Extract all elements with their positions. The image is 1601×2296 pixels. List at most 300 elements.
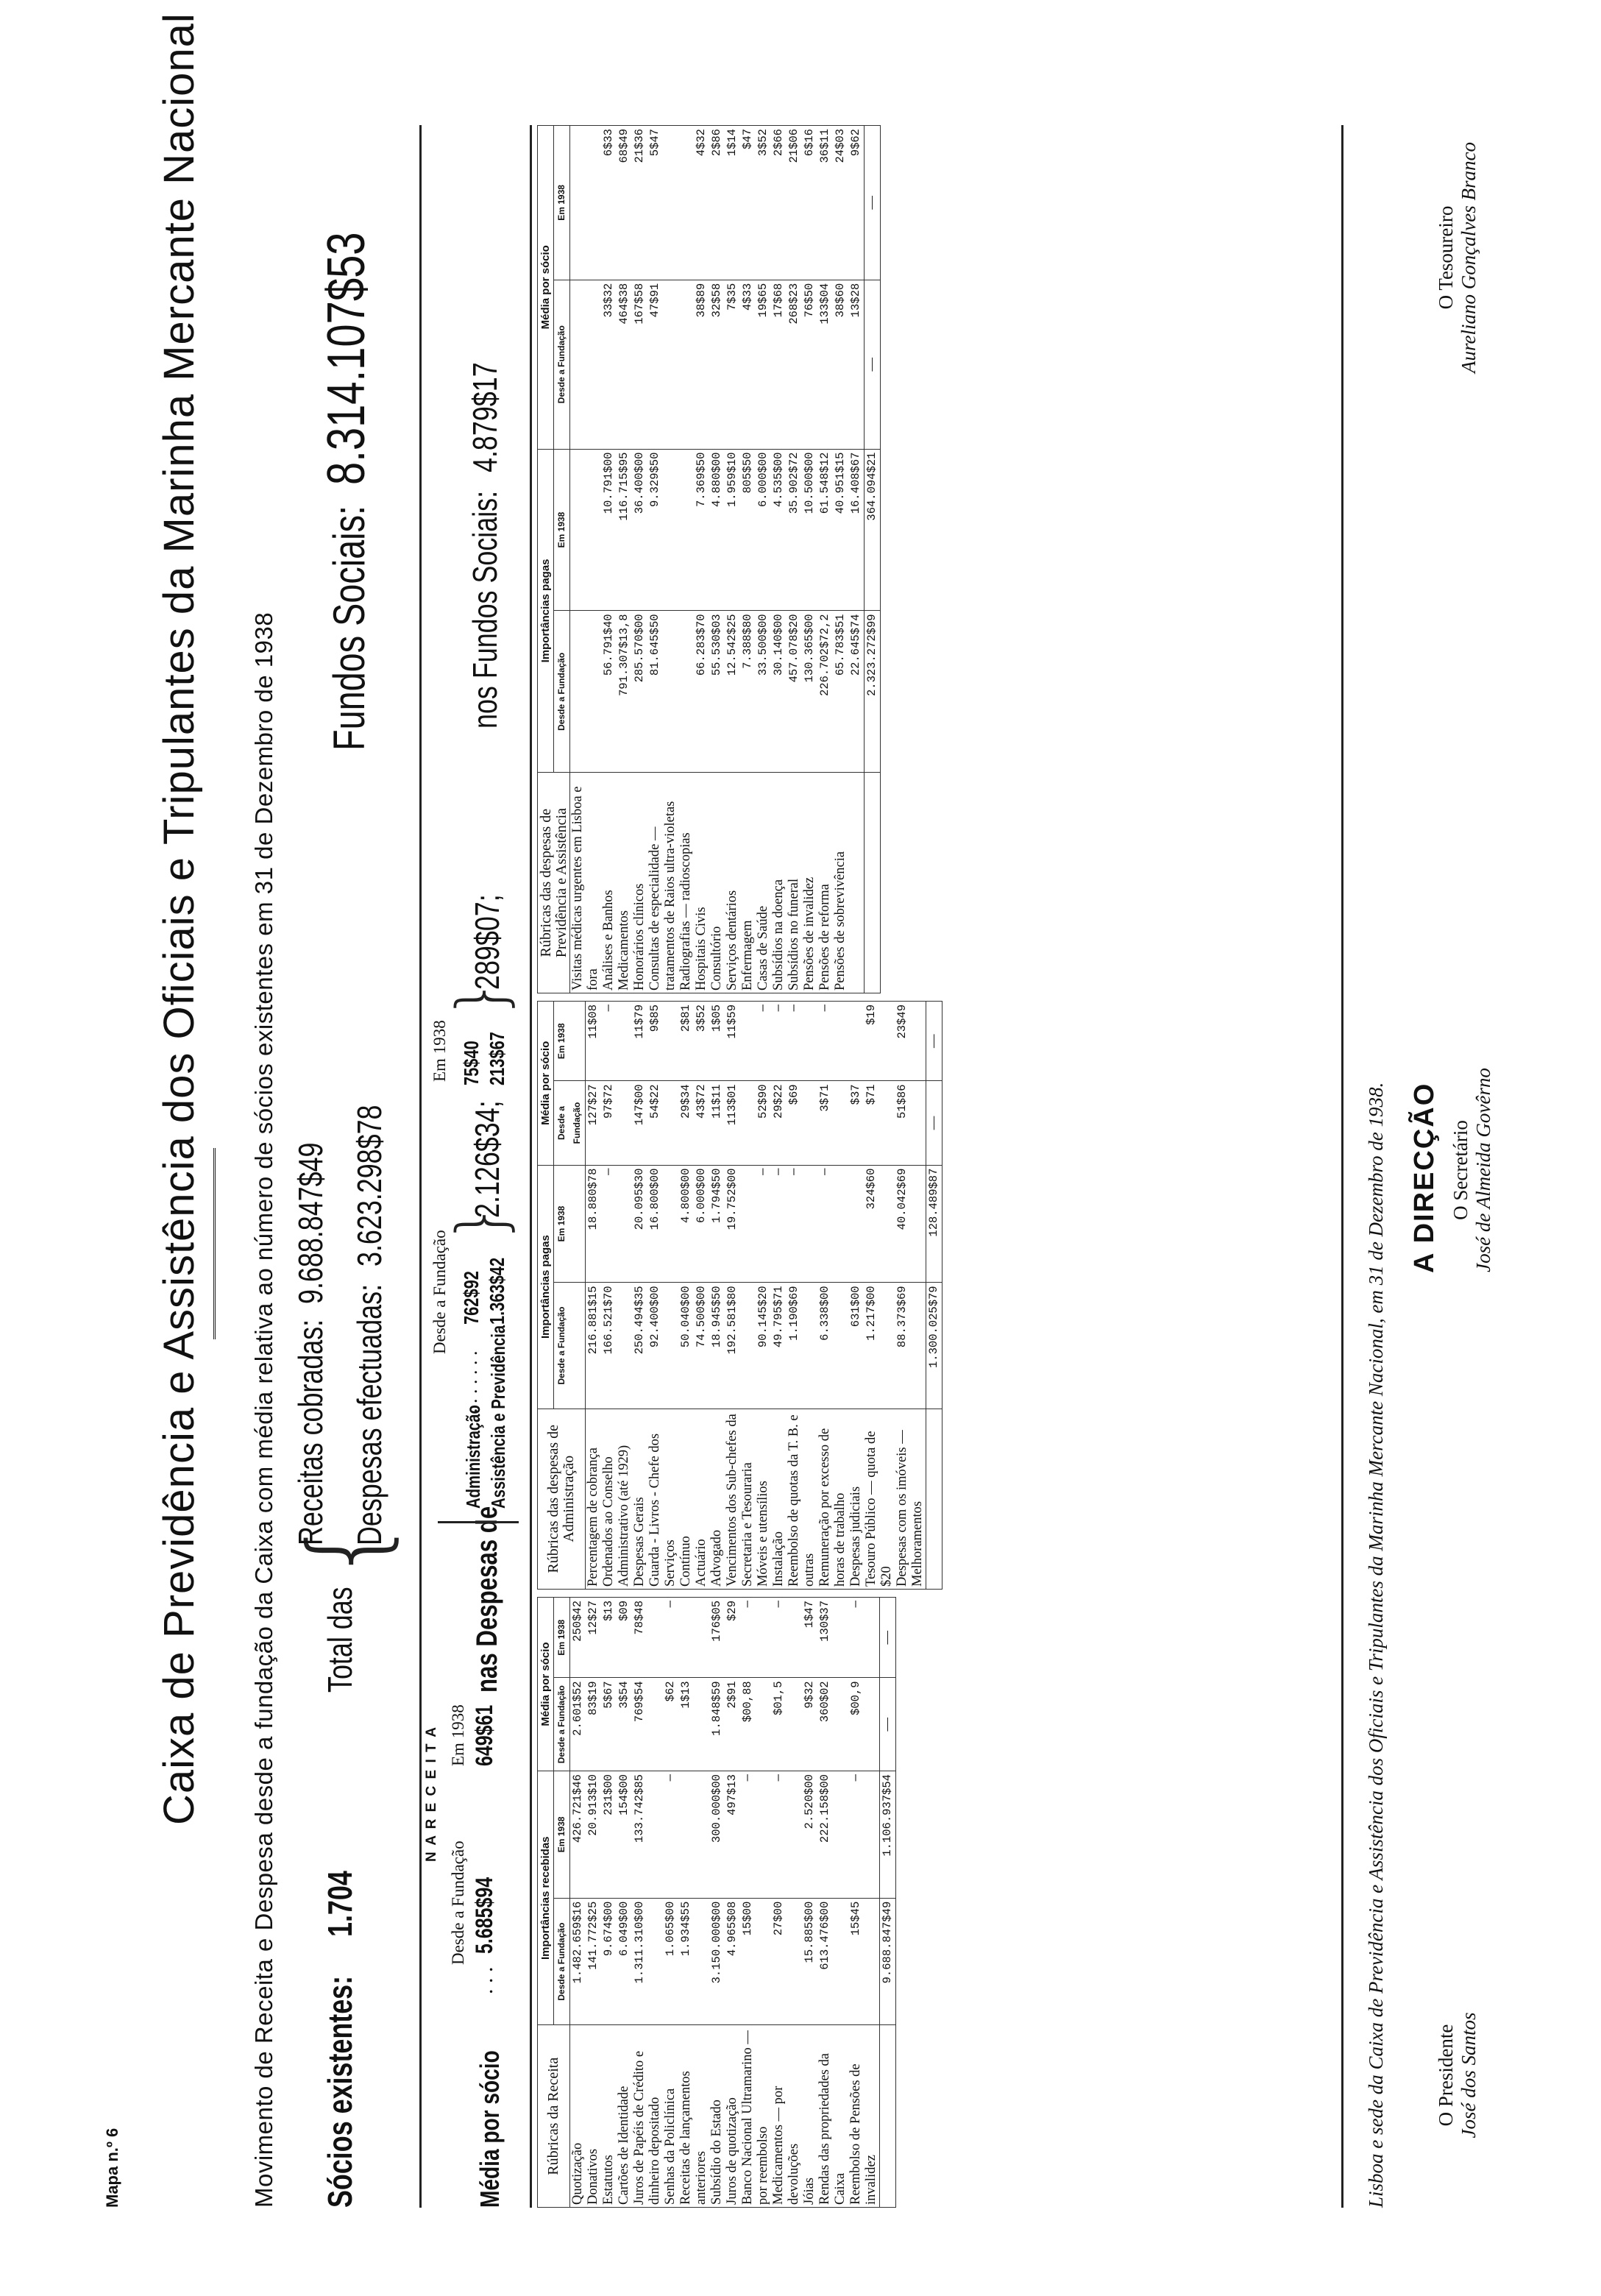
- media-fund: 29$34: [678, 1081, 694, 1165]
- media-fund: 268$23: [787, 280, 802, 449]
- media-fund: 3$71: [817, 1081, 848, 1165]
- media-fund: $00,88: [740, 1678, 771, 1771]
- table-row: [848, 126, 865, 993]
- value-1938: —: [601, 1165, 632, 1283]
- total-das-label: Total das: [321, 1587, 359, 1693]
- media-fund: $37: [848, 1081, 864, 1165]
- value-1938: 36.400$00: [632, 449, 647, 611]
- value-1938: —: [740, 1771, 771, 1899]
- value-1938: 4.535$00: [771, 449, 787, 611]
- media-1938: $13: [601, 1598, 617, 1678]
- rotated-map: [103, 13, 1501, 2208]
- table-row: [756, 126, 771, 993]
- direccao-heading: A DIRECÇÃO: [1409, 1082, 1440, 1273]
- media-fund: 9$32: [802, 1678, 817, 1771]
- desp-1938-brace: }: [443, 977, 520, 1019]
- table-row: [632, 126, 647, 993]
- table-row: [802, 126, 817, 993]
- media-1938: 23$49: [895, 1002, 926, 1081]
- media-1938: 3$52: [694, 1002, 709, 1081]
- media-fund: 38$60: [833, 280, 848, 449]
- value-1938: 6.000$00: [694, 1165, 709, 1283]
- media-fund: 52$90: [756, 1081, 771, 1165]
- media-1938: —: [787, 1002, 817, 1081]
- value-fund: 22.645$74: [848, 611, 865, 773]
- media-dots: . . .: [473, 1966, 497, 1994]
- media-fund: 47$91: [647, 280, 678, 449]
- row-label: Vencimentos dos Sub-chefes da Secretaria e Tesouraria: [725, 1409, 756, 1589]
- value-fund: 50.040$00: [678, 1283, 694, 1409]
- value-fund: 6.338$00: [817, 1283, 848, 1409]
- value-1938: 300.000$00: [709, 1771, 725, 1899]
- table-row: [694, 126, 709, 993]
- value-1938: 133.742$85: [632, 1771, 663, 1899]
- media-fund: $71: [864, 1081, 895, 1165]
- media-fund: [570, 280, 602, 449]
- row-label: Pensões de sobrevivência: [833, 773, 848, 993]
- value-fund: 15.885$00: [802, 1898, 817, 2025]
- media-fund: 13$28: [848, 280, 865, 449]
- row-label: Análises e Banhos: [601, 773, 617, 993]
- media-1938: —: [663, 1598, 678, 1678]
- summary-brace: {: [287, 1516, 407, 1582]
- value-fund: 791.307$13,8: [617, 611, 632, 773]
- table-row: [817, 126, 833, 993]
- signature-secretario: [1449, 1030, 1495, 1310]
- value-1938: 805$50: [740, 449, 756, 611]
- map-label: Mapa n.º 6: [103, 2127, 121, 2208]
- assistencia-label: Assistência e Previdência: [487, 1325, 509, 1509]
- receitas-cobradas: [291, 1097, 330, 1545]
- value-1938: 20.913$10: [586, 1771, 601, 1899]
- media-1938: 6$16: [802, 126, 817, 280]
- signature-tesoureiro: [1435, 103, 1480, 412]
- media-fund: 7$35: [725, 280, 740, 449]
- value-1938: —: [771, 1771, 802, 1899]
- value-fund: 1.217$00: [864, 1283, 895, 1409]
- media-1938: 2$86: [709, 126, 725, 280]
- value-1938: 16.800$00: [647, 1165, 678, 1283]
- row-label: Advogado: [709, 1409, 725, 1589]
- value-1938: 61.548$12: [817, 449, 833, 611]
- table-row: [678, 1598, 709, 2208]
- total-m1938: —: [880, 1598, 896, 1678]
- value-fund: 88.373$69: [895, 1283, 926, 1409]
- media-por-socio-label: Média por sócio: [475, 2050, 505, 2208]
- value-fund: 226.702$72,2: [817, 611, 833, 773]
- media-1938: —: [817, 1002, 848, 1081]
- previdencia-body: [570, 126, 865, 993]
- media-fund: 127$27: [586, 1081, 602, 1165]
- value-fund: 12.542$25: [725, 611, 740, 773]
- signature-name: Aureliano Gonçalves Branco: [1458, 142, 1480, 373]
- row-label: Visitas médicas urgentes em Lisboa e fora: [570, 773, 602, 993]
- receitas-label: Receitas cobradas:: [291, 1319, 330, 1545]
- admin-body: [586, 1002, 926, 1590]
- total-mfund: —: [926, 1081, 943, 1165]
- media-1938: 3$52: [756, 126, 771, 280]
- total-mfund: —: [865, 280, 881, 449]
- row-label: Enfermagem: [740, 773, 756, 993]
- em-1938-header: Em 1938: [554, 1002, 586, 1081]
- receita-fundacao-value: 5.685$94: [471, 1877, 497, 1954]
- table-row: [802, 1598, 817, 2208]
- table-row: [725, 1598, 740, 2208]
- total-m1938: —: [865, 126, 881, 280]
- value-fund: 9.674$00: [601, 1898, 617, 2025]
- media-1938: 36$11: [817, 126, 833, 280]
- row-label: Jóias: [802, 2025, 817, 2208]
- media-fund: 4$33: [740, 280, 756, 449]
- value-1938: 497$13: [725, 1771, 740, 1899]
- table-row: [663, 1598, 678, 2208]
- row-label: Subsídios no funeral: [787, 773, 802, 993]
- row-label: Consultório: [709, 773, 725, 993]
- table-row: [694, 1002, 709, 1590]
- value-1938: —: [771, 1165, 787, 1283]
- row-label: Radiografias — radioscopias: [678, 773, 694, 993]
- table-row: [678, 1002, 694, 1590]
- despesa-em-1938-label: Em 1938: [430, 1020, 449, 1082]
- media-fund: 29$22: [771, 1081, 787, 1165]
- table-row: [709, 1002, 725, 1590]
- value-fund: 65.783$51: [833, 611, 848, 773]
- socios-value: 1.704: [321, 1871, 359, 1938]
- value-fund: 7.388$80: [740, 611, 756, 773]
- value-1938: 18.880$78: [586, 1165, 602, 1283]
- media-1938: 9$62: [848, 126, 865, 280]
- value-fund: 15$00: [740, 1898, 771, 2025]
- table-row: [601, 1598, 617, 2208]
- media-fund: 33$32: [601, 280, 617, 449]
- row-label: Casas de Saúde: [756, 773, 771, 993]
- media-1938: —: [771, 1002, 787, 1081]
- table-row: [570, 1598, 586, 2208]
- media-fund: 133$04: [817, 280, 833, 449]
- table-row: [740, 1598, 771, 2208]
- value-1938: 40.042$69: [895, 1165, 926, 1283]
- value-fund: 192.581$80: [725, 1283, 756, 1409]
- row-label: Despesas com os imóveis — Melhoramentos: [895, 1409, 926, 1589]
- imp-pagas-header: Importâncias pagas: [538, 1165, 554, 1409]
- value-1938: —: [663, 1771, 678, 1899]
- despesa-desde-fundacao-label: Desde a Fundação: [430, 1230, 449, 1354]
- media-fund: 17$68: [771, 280, 787, 449]
- receita-table: [537, 1597, 896, 2208]
- rub-prev-header: Rúbricas das despesas de Previdência e Assistência: [538, 773, 570, 993]
- imp-recebidas-header: Importâncias recebidas: [538, 1771, 554, 2025]
- value-1938: 20.095$30: [632, 1165, 647, 1283]
- value-1938: [848, 1165, 864, 1283]
- media-1938: $09: [617, 1598, 632, 1678]
- table-row: [647, 1002, 678, 1590]
- value-1938: 426.721$46: [570, 1771, 586, 1899]
- row-label: Banco Nacional Ultramarino — por reembolso: [740, 2025, 771, 2208]
- table-row: [709, 126, 725, 993]
- table-row: [895, 1002, 926, 1590]
- value-fund: 457.078$20: [787, 611, 802, 773]
- media-1938: —: [756, 1002, 771, 1081]
- row-label: Reembolso de Pensões de invalidez: [848, 2025, 880, 2208]
- despesas-efectuadas: [349, 1059, 389, 1545]
- imp-pagas-header: Importâncias pagas: [538, 449, 554, 773]
- total-1938: 364.094$21: [865, 449, 881, 611]
- value-fund: 285.570$00: [632, 611, 647, 773]
- administracao-label: Administração: [462, 1405, 484, 1509]
- value-1938: 9.329$50: [647, 449, 678, 611]
- value-1938: 116.715$95: [617, 449, 632, 611]
- value-1938: 40.951$15: [833, 449, 848, 611]
- row-label: Consultas de especialidade — tratamentos de Raios ultra-violetas: [647, 773, 678, 993]
- value-1938: [570, 449, 602, 611]
- table-row: [771, 126, 787, 993]
- value-1938: —: [817, 1165, 848, 1283]
- fundos-media-value: 4.879$17: [466, 362, 504, 472]
- row-label: [848, 773, 865, 993]
- signature-role: O Secretário: [1449, 1120, 1472, 1220]
- media-1938: $47: [740, 126, 756, 280]
- signature-name: José de Almeida Govêrno: [1472, 1068, 1494, 1272]
- fundos-value: 8.314.107$53: [317, 232, 376, 486]
- media-1938: 130$37: [817, 1598, 848, 1678]
- desde-fundacao-header: Desde a Fundação: [554, 611, 570, 773]
- value-fund: 74.500$00: [694, 1283, 709, 1409]
- value-1938: 4.880$00: [709, 449, 725, 611]
- despesas-label: Despesas efectuadas:: [350, 1283, 388, 1545]
- media-fund: $62: [663, 1678, 678, 1771]
- value-1938: 6.000$00: [756, 449, 771, 611]
- desp-fund-total-value: 2.126$34;: [468, 1100, 506, 1218]
- media-fund: [678, 280, 694, 449]
- media-fund: 3$54: [617, 1678, 632, 1771]
- media-1938: 1$14: [725, 126, 740, 280]
- value-fund: 55.530$03: [709, 611, 725, 773]
- value-fund: 18.945$50: [709, 1283, 725, 1409]
- row-label: Reembolso de quotas da T. B. e outras: [787, 1409, 817, 1589]
- media-1938: —: [771, 1598, 802, 1678]
- row-label: Remuneração por excesso de horas de trabalho: [817, 1409, 848, 1589]
- value-fund: 49.795$71: [771, 1283, 787, 1409]
- table-row: [864, 1002, 895, 1590]
- media-1938: 78$48: [632, 1598, 663, 1678]
- row-label: Honorários clínicos: [632, 773, 647, 993]
- row-label: Hospitais Civis: [694, 773, 709, 993]
- row-label: Tesouro Público — quota de $20: [864, 1409, 895, 1589]
- media-1938: 12$27: [586, 1598, 601, 1678]
- value-1938: 154$00: [617, 1771, 632, 1899]
- desp-fund-admin-value: 762$92: [460, 1271, 483, 1325]
- media-fund: 11$11: [709, 1081, 725, 1165]
- row-label: Rendas das propriedades da Caixa: [817, 2025, 848, 2208]
- table-row: [647, 126, 678, 993]
- media-1938: —: [848, 1598, 880, 1678]
- media-1938: $19: [864, 1002, 895, 1081]
- despesas-divider: [438, 1521, 519, 1523]
- value-fund: 66.283$70: [694, 611, 709, 773]
- value-1938: —: [787, 1165, 817, 1283]
- value-1938: [678, 1771, 709, 1899]
- desde-fundacao-header: Desde a Fundação: [554, 280, 570, 449]
- fundos-sociais: [316, 161, 377, 751]
- footnote: Lisboa e sede da Caixa de Previdência e Assistência dos Oficiais e Tripulantes da Marinha Mercante Nacional, em 31 de Dezembro de 1938.: [1365, 1082, 1387, 2208]
- rub-admin-header: Rúbricas das despesas de Administração: [538, 1409, 586, 1589]
- table-row: [725, 1002, 756, 1590]
- row-label: Donativos: [586, 2025, 601, 2208]
- media-1938: 2$66: [771, 126, 787, 280]
- row-label: Juros de Papéis de Crédito e dinheiro depositado: [632, 2025, 663, 2208]
- total-1938: 1.106.937$54: [880, 1771, 896, 1899]
- row-label: Guarda - Livros - Chefe dos Serviços: [647, 1409, 678, 1589]
- total-1938: 128.489$87: [926, 1165, 943, 1283]
- title-rule: [213, 1148, 216, 1339]
- value-1938: —: [848, 1771, 880, 1899]
- row-label: Receitas de lançamentos anteriores: [678, 2025, 709, 2208]
- value-1938: —: [756, 1165, 771, 1283]
- value-fund: 216.881$15: [586, 1283, 602, 1409]
- row-label: Serviços dentários: [725, 773, 740, 993]
- media-fund: $01,5: [771, 1678, 802, 1771]
- media-1938: [678, 126, 694, 280]
- row-label: Quotização: [570, 2025, 586, 2208]
- row-label: Móveis e utensílios: [756, 1409, 771, 1589]
- media-1938: 11$08: [586, 1002, 602, 1081]
- value-fund: 3.150.000$00: [709, 1898, 725, 2025]
- socios-label: Sócios existentes:: [321, 1975, 359, 2208]
- nos-fundos-label: nos Fundos Sociais:: [466, 490, 504, 729]
- media-fund: 54$22: [647, 1081, 678, 1165]
- media-1938: 11$79: [632, 1002, 647, 1081]
- table-row: [601, 1002, 632, 1590]
- row-label: Pensões de reforma: [817, 773, 833, 993]
- table-row: [709, 1598, 725, 2208]
- media-fund: 5$67: [601, 1678, 617, 1771]
- media-1938: 11$59: [725, 1002, 756, 1081]
- value-fund: 250.494$35: [632, 1283, 647, 1409]
- value-fund: 130.365$00: [802, 611, 817, 773]
- media-1938: [848, 1002, 864, 1081]
- table-row: [771, 1598, 802, 2208]
- value-1938: 222.158$00: [817, 1771, 848, 1899]
- table-row: [632, 1598, 663, 2208]
- receita-1938-value: 649$61: [471, 1704, 497, 1766]
- value-fund: 15$45: [848, 1898, 880, 2025]
- fundos-label: Fundos Sociais:: [324, 506, 374, 751]
- table-row: [586, 1002, 602, 1590]
- media-1938: 1$47: [802, 1598, 817, 1678]
- media-1938: 68$49: [617, 126, 632, 280]
- table-row: [817, 1002, 848, 1590]
- row-label: Ordenados ao Conselho Administrativo (até 1929): [601, 1409, 632, 1589]
- desp-1938-assist-value: 213$67: [486, 1032, 508, 1085]
- media-fund: 32$58: [709, 280, 725, 449]
- signature-role: O Presidente: [1435, 2024, 1457, 2127]
- media-socio-header: Média por sócio: [538, 1598, 554, 1771]
- total-mfund: —: [880, 1678, 896, 1771]
- media-1938: 21$36: [632, 126, 647, 280]
- desp-1938-total-value: 289$07;: [468, 894, 506, 990]
- media-1938: 1$05: [709, 1002, 725, 1081]
- table-row: [617, 126, 632, 993]
- media-fund: 2.601$52: [570, 1678, 586, 1771]
- media-fund: 76$50: [802, 280, 817, 449]
- value-fund: 166.521$70: [601, 1283, 632, 1409]
- media-1938: 176$05: [709, 1598, 725, 1678]
- media-fund: 147$00: [632, 1081, 647, 1165]
- media-1938: 250$42: [570, 1598, 586, 1678]
- value-fund: 631$00: [848, 1283, 864, 1409]
- media-1938: —: [740, 1598, 771, 1678]
- value-fund: 1.190$69: [787, 1283, 817, 1409]
- row-label: Actuário: [694, 1409, 709, 1589]
- row-label: Percentagem de cobrança: [586, 1409, 602, 1589]
- total-fund: 1.300.025$79: [926, 1283, 943, 1409]
- value-1938: 1.794$50: [709, 1165, 725, 1283]
- media-1938: 2$81: [678, 1002, 694, 1081]
- socios-existentes: [320, 1852, 360, 2208]
- media-fund: 113$01: [725, 1081, 756, 1165]
- row-label: Despesas judiciais: [848, 1409, 864, 1589]
- receita-desde-fundacao-label: Desde a Fundação: [449, 1840, 467, 1965]
- rub-receita-header: Rúbricas da Receita: [538, 2025, 570, 2208]
- value-1938: [678, 449, 694, 611]
- em-1938-header: Em 1938: [554, 126, 570, 280]
- value-1938: 35.902$72: [787, 449, 802, 611]
- value-fund: 613.476$00: [817, 1898, 848, 2025]
- value-fund: 90.145$20: [756, 1283, 771, 1409]
- row-label: Juros de quotização: [725, 2025, 740, 2208]
- media-fund: 43$72: [694, 1081, 709, 1165]
- media-1938: [678, 1598, 709, 1678]
- media-1938: 6$33: [601, 126, 617, 280]
- receitas-value: 9.688.847$49: [291, 1142, 330, 1305]
- media-fund: 19$65: [756, 280, 771, 449]
- media-fund: 38$89: [694, 280, 709, 449]
- table-row: [771, 1002, 787, 1590]
- media-1938: 21$06: [787, 126, 802, 280]
- document-title: Caixa de Previdência e Assistência dos Oficiais e Tripulantes da Marinha Mercante Nacional: [155, 13, 203, 1825]
- row-label: Subsídios na doença: [771, 773, 787, 993]
- table-row: [756, 1002, 771, 1590]
- media-fund: 1$13: [678, 1678, 709, 1771]
- na-receita-label: N A R E C E I T A: [424, 1726, 439, 1862]
- summary-top-rule: [419, 125, 422, 2208]
- value-1938: 2.520$00: [802, 1771, 817, 1899]
- value-fund: 33.500$00: [756, 611, 771, 773]
- row-label: Despesas Gerais: [632, 1409, 647, 1589]
- media-fund: 1.848$59: [709, 1678, 725, 1771]
- value-fund: 92.400$00: [647, 1283, 678, 1409]
- table-row: [740, 126, 756, 993]
- value-1938: 1.959$10: [725, 449, 740, 611]
- media-fund: 360$02: [817, 1678, 848, 1771]
- nas-despesas-de-label: nas Despesas de: [471, 1506, 503, 1693]
- media-1938: $29: [725, 1598, 740, 1678]
- row-label: Instalação: [771, 1409, 787, 1589]
- value-fund: [678, 611, 694, 773]
- media-1938: 4$32: [694, 126, 709, 280]
- value-fund: 1.311.310$00: [632, 1898, 663, 2025]
- table-row: [586, 1598, 601, 2208]
- value-fund: 6.049$00: [617, 1898, 632, 2025]
- table-row: [570, 126, 602, 993]
- document-subtitle: Movimento de Receita e Despesa desde a fundação da Caixa com média relativa ao número de sócios existentes em 31 de Dezembro de 1938: [250, 612, 277, 2208]
- desp-fund-assist-value: 1.363$42: [486, 1257, 508, 1325]
- em-1938-header: Em 1938: [554, 1165, 586, 1283]
- table-row: [617, 1598, 632, 2208]
- value-1938: 4.800$00: [678, 1165, 694, 1283]
- desp-fund-brace: }: [443, 1201, 520, 1244]
- media-1938: 9$85: [647, 1002, 678, 1081]
